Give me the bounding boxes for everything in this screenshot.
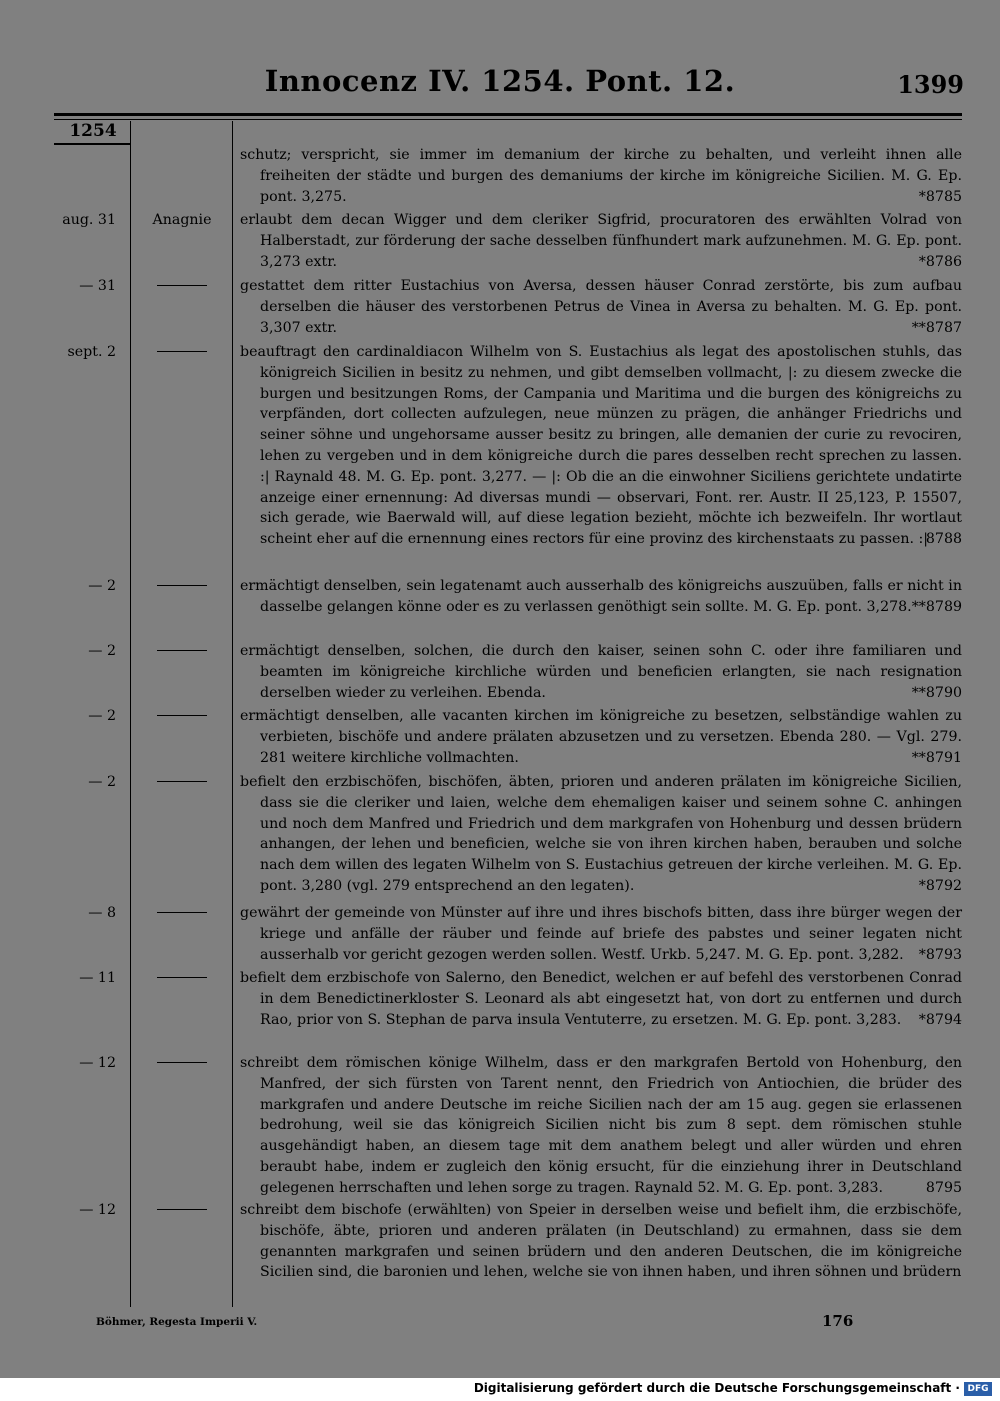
entry-summary: befielt den erzbischöfen, bischöfen, äbten, prioren und anderen prälaten im königreiche Sicilien, dass sie die cleriker und laien, welche dem ehemaligen kaiser und seinem sohne C. anhingen und noch dem Manfred und Friedrich und dem markgrafen von Hohenburg und dessen brüdern anhangen, der lehen und beneficien, welche sie von ihren kirchen haben, berauben und solche nach dem willen des legaten Wilhelm von S. Eustachius getreuen der kirche verleihen. M. G. Ep. pont. 3,280 (vgl. 279 entsprechend an den legaten). <box>240 774 962 894</box>
entry-text <box>240 706 962 768</box>
entry-number: *8794 <box>918 1011 962 1028</box>
ditto-dash <box>157 781 207 782</box>
ditto-dash <box>157 650 207 651</box>
entry-date: — 8 <box>88 905 116 921</box>
entry-date: — 2 <box>88 643 116 659</box>
entry-number: *8792 <box>918 877 962 894</box>
entry-text-block <box>240 968 962 1030</box>
entry-date: — 31 <box>79 278 116 294</box>
entry-summary: beauftragt den cardinaldiacon Wilhelm von S. Eustachius als legat des apostolischen stuhls, das königreich Sicilien in besitz zu nehmen, und gibt demselben vollmacht, |: zu diesem zwecke die burgen und besitzungen Roms, der Campania und Maritima und die burgen des königreichs zu verpfänden, dort collecten aufzulegen, neue münzen zu prägen, die anhänger Friedrichs und seiner söhne und ungehorsame ausser besitz zu bringen, alle demanien der curie zu revociren, lehen zu vergeben und in dem königreiche durch die pares desselben recht sprechen zu lassen. :| Raynald 48. M. G. Ep. pont. 3,277. — |: Ob die an die einwohner Siciliens gerichtete undatirte anzeige einer ernennung: Ad diversas mundi — observari, Font. rer. Austr. II 25,123, P. 15507, sich gerade, wie Baerwald will, auf diese legation bezieht, möchte ich bezweifeln. Ihr wortlaut scheint eher auf die ernennung eines rectors für eine provinz des kirchenstaats zu passen. :| <box>240 344 962 548</box>
entry-text-block <box>240 641 962 703</box>
footer-source: Böhmer, Regesta Imperii V. <box>96 1316 258 1328</box>
entry-text-block <box>240 1053 962 1199</box>
entry-place <box>134 968 230 989</box>
column-divider-date <box>130 121 131 1307</box>
entry-text <box>240 210 962 272</box>
dfg-logo-icon: DFG <box>964 1382 992 1396</box>
entry-text <box>240 772 962 897</box>
entry-number: **8787 <box>911 319 962 336</box>
entry-summary: schreibt dem römischen könige Wilhelm, dass er den markgrafen Bertold von Hohenburg, den Manfred, der sich fürsten von Tarent nennt, den Friedrich von Antiochien, die brüder des markgrafen und andere Deutsche im reiche Sicilien nach der am 15 aug. gegen sie erlassenen bedrohung, weil sie das königreich Sicilien nicht bis zum 8 sept. dem römischen stuhle ausgehändigt haben, an diesem tage mit dem anathem belegt und aller würden und ehren beraubt habe, indem er zugleich den könig ersucht, für die einziehung ihrer in Deutschland gelegenen herrschaften und lehen sorge zu tragen. Raynald 52. M. G. Ep. pont. 3,283. <box>240 1055 962 1196</box>
entry-text <box>240 276 962 338</box>
entry-place <box>134 641 230 662</box>
entry-place <box>134 1200 230 1221</box>
entry-place <box>134 342 230 363</box>
entry-place: Anagnie <box>152 212 212 228</box>
ditto-dash <box>157 715 207 716</box>
digitization-note: Digitalisierung gefördert durch die Deutsche Forschungsgemeinschaft · <box>473 1381 960 1395</box>
footer-sheet-number: 176 <box>822 1312 854 1330</box>
entry-text <box>240 903 962 965</box>
entry-place <box>134 576 230 597</box>
ditto-dash <box>157 1062 207 1063</box>
entry-text <box>240 1053 962 1199</box>
entry-text-block <box>240 210 962 272</box>
entry-place <box>134 772 230 793</box>
ditto-dash <box>157 912 207 913</box>
digitization-banner <box>0 1378 1000 1401</box>
column-divider-place <box>232 121 233 1307</box>
entry-number: **8791 <box>911 749 962 766</box>
entry-summary: ermächtigt denselben, sein legatenamt auch ausserhalb des königreichs auszuüben, falls er nicht in dasselbe gelangen könne oder es zu verlassen genöthigt sein sollte. M. G. Ep. pont. 3,278. <box>240 578 962 615</box>
entry-date: — 2 <box>88 708 116 724</box>
entry-text <box>240 145 962 207</box>
entry-text <box>240 641 962 703</box>
page-number: 1399 <box>897 70 964 99</box>
entry-summary: schreibt dem bischofe (erwählten) von Speier in derselben weise und befielt ihm, die erzbischöfe, bischöfe, äbte, prioren und anderen prälaten (in Deutschland) zu ermahnen, dass sie dem genannten markgrafen und seinen brüdern und den anderen Deutschen, die im königreiche Sicilien sind, die baronien und lehen, welche sie von ihnen haben, und ihren söhnen und brüdern <box>240 1202 962 1281</box>
entry-number: 8788 <box>925 531 962 548</box>
ditto-dash <box>157 585 207 586</box>
ditto-dash <box>157 285 207 286</box>
entry-summary: gewährt der gemeinde von Münster auf ihre und ihres bischofs bitten, dass ihre bürger wegen der kriege und anfälle der räuber und feinde auf briefe des pabstes und seiner legaten nicht ausserhalb vor gericht gezogen werden sollen. Westf. Urkb. 5,247. M. G. Ep. pont. 3,282. <box>240 905 962 963</box>
entry-summary: schutz; verspricht, sie immer im demanium der kirche zu behalten, und verleiht ihnen alle freiheiten der städte und burgen des demaniums der kirche im königreiche Sicilien. M. G. Ep. pont. 3,275. <box>240 147 962 205</box>
entry-place <box>134 276 230 297</box>
entry-place <box>134 903 230 924</box>
entry-summary: ermächtigt denselben, solchen, die durch den kaiser, seinen sohn C. oder ihre familiaren und beamten im königreiche kirchliche würden und beneficien erlangten, sie nach resignation derselben wieder zu verleihen. Ebenda. <box>240 643 962 701</box>
entry-number: **8789 <box>911 598 962 615</box>
entry-place <box>134 706 230 727</box>
year-label: 1254 <box>69 121 117 141</box>
ditto-dash <box>157 977 207 978</box>
page-title: Innocenz IV. 1254. Pont. 12. <box>264 64 736 98</box>
entry-text-block <box>240 706 962 768</box>
entry-number: *8785 <box>918 188 962 205</box>
entry-date: — 11 <box>79 970 116 986</box>
entry-text-block <box>240 1200 962 1283</box>
ditto-dash <box>157 1209 207 1210</box>
entry-text-block <box>240 145 962 207</box>
entry-date: — 12 <box>79 1202 116 1218</box>
year-underline <box>54 143 130 145</box>
entry-text <box>240 342 962 550</box>
entry-text-block <box>240 342 962 550</box>
entry-text-block <box>240 576 962 618</box>
entry-date: — 12 <box>79 1055 116 1071</box>
header-rule-thin <box>54 119 962 120</box>
ditto-dash <box>157 351 207 352</box>
entry-summary: erlaubt dem decan Wigger und dem cleriker Sigfrid, procuratoren des erwählten Volrad von Halberstadt, zur förderung der sache desselben fünfhundert mark aufzunehmen. M. G. Ep. pont. 3,273 extr. <box>240 212 962 270</box>
entry-summary: befielt dem erzbischofe von Salerno, den Benedict, welchen er auf befehl des verstorbenen Conrad in dem Benedictinerkloster S. Leonard als abt eingesetzt hat, von dort zu entfernen und durch Rao, prior von S. Stephan de parva insula Ventuterre, zu ersetzen. M. G. Ep. pont. 3,283. <box>240 970 962 1028</box>
entry-text <box>240 576 962 618</box>
entry-text-block <box>240 903 962 965</box>
entry-date: sept. 2 <box>67 344 116 360</box>
entry-date: aug. 31 <box>62 212 116 228</box>
entry-summary: gestattet dem ritter Eustachius von Aversa, dessen häuser Conrad zerstörte, bis zum aufbau derselben die häuser des verstorbenen Petrus de Vinea in Aversa zu behalten. M. G. Ep. pont. 3,307 extr. <box>240 278 962 336</box>
entry-summary: ermächtigt denselben, alle vacanten kirchen im königreiche zu besetzen, selbständige wahlen zu verbieten, bischöfe und andere prälaten abzusetzen und zu versetzen. Ebenda 280. — Vgl. 279. 281 weitere kirchliche vollmachten. <box>240 708 962 766</box>
entry-number: *8786 <box>918 253 962 270</box>
entry-text <box>240 1200 962 1283</box>
entry-number: *8793 <box>918 946 962 963</box>
entry-number: **8790 <box>911 684 962 701</box>
entry-number: 8795 <box>925 1179 962 1196</box>
entry-text-block <box>240 772 962 897</box>
entry-place <box>134 1053 230 1074</box>
entry-date: — 2 <box>88 774 116 790</box>
entry-text <box>240 968 962 1030</box>
entry-date: — 2 <box>88 578 116 594</box>
header-rule-thick <box>54 113 962 116</box>
entry-text-block <box>240 276 962 338</box>
